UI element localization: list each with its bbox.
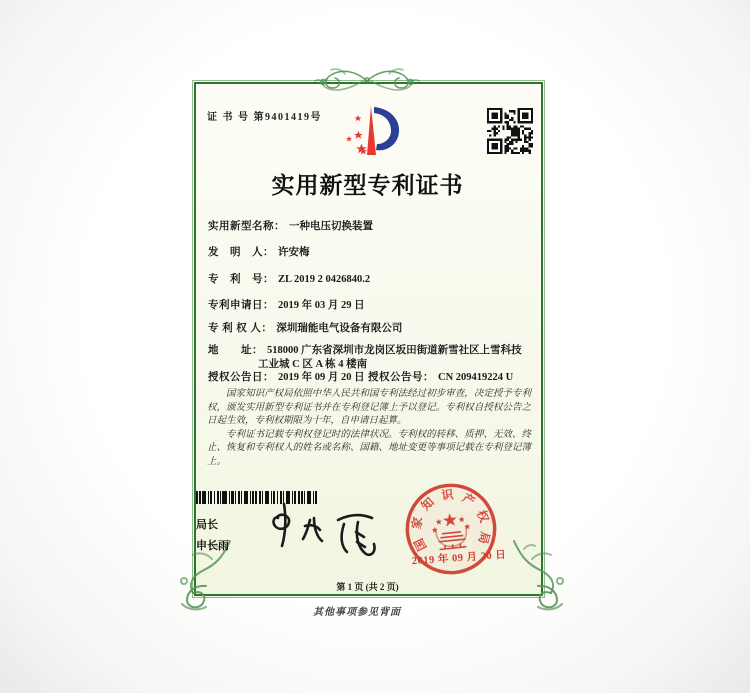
field-value: 2019 年 09 月 20 日 bbox=[278, 372, 365, 383]
field-grant-date bbox=[208, 369, 365, 384]
page-number: 第 1 页 (共 2 页) bbox=[336, 582, 399, 592]
seal-character: 家 bbox=[409, 515, 426, 531]
field-address-line2: 工业城 C 区 A 栋 4 楼南 bbox=[258, 359, 368, 370]
field-address bbox=[208, 342, 522, 357]
field-label: 专利申请日： bbox=[208, 300, 274, 311]
qr-code-icon bbox=[487, 108, 533, 154]
field-patent-number bbox=[208, 271, 370, 286]
field-utility-model-name bbox=[208, 218, 373, 233]
back-note: 其他事项参见背面 bbox=[313, 607, 401, 618]
seal-character: 国 bbox=[411, 536, 430, 554]
field-patentee bbox=[208, 320, 402, 335]
field-value: 一种电压切换装置 bbox=[289, 221, 373, 232]
seal-date: 2019 年 09 月 20 日 bbox=[411, 549, 507, 568]
seal-character: 知 bbox=[418, 494, 437, 514]
field-label: 发 明 人： bbox=[208, 247, 274, 258]
legal-paragraph-2: 专利证书记载专利权登记时的法律状况。专利权的转移、质押、无效、终止、恢复和专利权人的姓名或名称、国籍、地址变更等事项记载在专利登记簿上。 bbox=[207, 429, 531, 467]
officer-title: 局长 bbox=[196, 519, 218, 531]
commissioner-signature-icon bbox=[258, 496, 388, 562]
field-value: 2019 年 03 月 29 日 bbox=[278, 300, 365, 311]
field-filing-date bbox=[208, 297, 365, 312]
field-label: 专 利 权 人： bbox=[208, 323, 273, 334]
seal-character: 权 bbox=[474, 507, 492, 525]
legal-paragraph-1: 国家知识产权局依照中华人民共和国专利法经过初步审查，决定授予专利权，颁发实用新型专利证书并在专利登记簿上予以登记。专利权自授权公告之日起生效，专利权期限为十年，自申请日起算。 bbox=[207, 389, 531, 426]
field-value: 518000 广东省深圳市龙岗区坂田街道新雪社区上雪科技 bbox=[267, 345, 522, 356]
cnipa-patent-logo-icon bbox=[336, 103, 404, 161]
field-label: 地 址： bbox=[208, 345, 263, 356]
seal-character: 局 bbox=[475, 530, 493, 546]
field-value: 深圳瑞能电气设备有限公司 bbox=[276, 323, 403, 334]
seal-character: 识 bbox=[440, 487, 455, 503]
field-value: CN 209419224 U bbox=[438, 372, 514, 383]
field-value: ZL 2019 2 0426840.2 bbox=[278, 274, 371, 285]
legal-text-block bbox=[207, 388, 531, 469]
field-label: 授权公告号： bbox=[368, 372, 434, 383]
field-grant-number bbox=[368, 369, 513, 384]
field-value: 许安梅 bbox=[278, 247, 310, 258]
field-inventor bbox=[208, 244, 310, 259]
field-label: 实用新型名称： bbox=[208, 221, 285, 232]
officer-name: 申长雨 bbox=[196, 540, 229, 552]
certificate-title: 实用新型专利证书 bbox=[271, 173, 464, 198]
seal-character: 产 bbox=[459, 490, 478, 509]
certificate-number: 证 书 号 第9401419号 bbox=[207, 112, 322, 123]
top-flourish-ornament-icon bbox=[305, 62, 429, 100]
field-label: 专 利 号： bbox=[208, 274, 274, 285]
field-label: 授权公告日： bbox=[208, 372, 274, 383]
